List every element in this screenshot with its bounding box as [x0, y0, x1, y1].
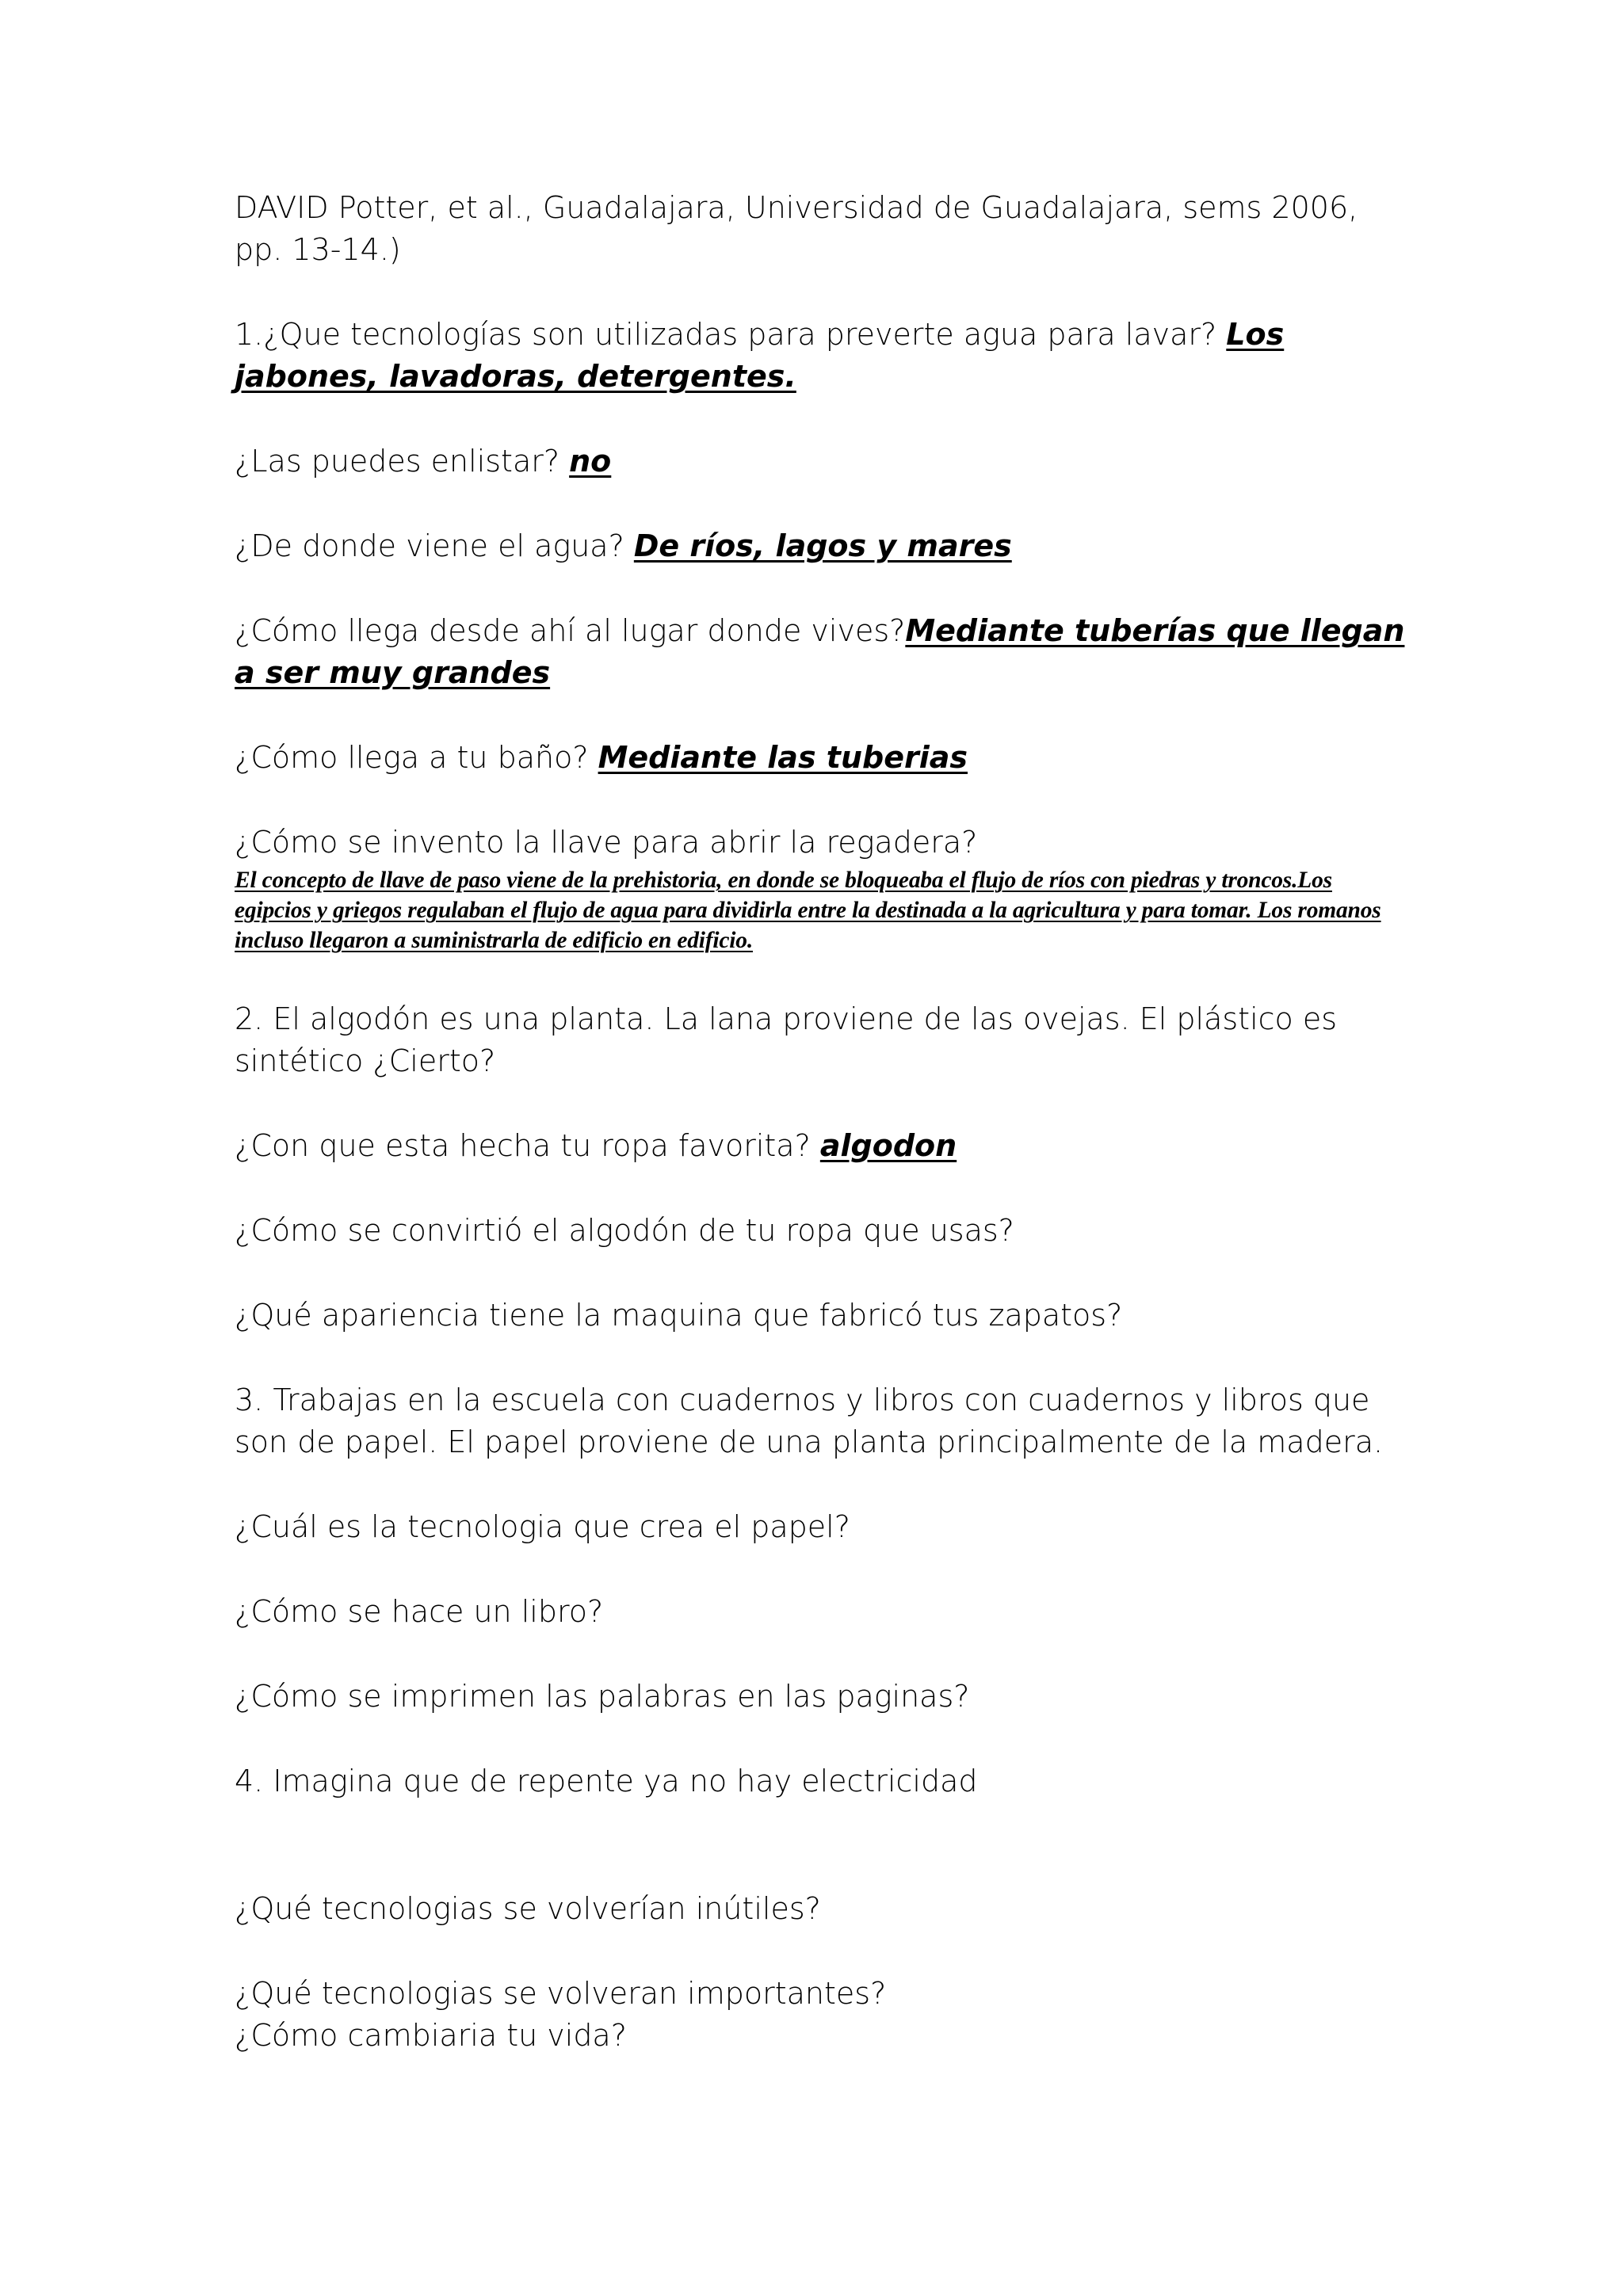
- question-shoe-machine: [235, 1295, 1407, 1337]
- question-text: ¿Con que esta hecha tu ropa favorita?: [235, 1128, 811, 1163]
- question-text: ¿Qué tecnologias se volveran importantes?: [235, 1976, 887, 2011]
- question-favorite-clothes: [235, 1125, 1407, 1167]
- question-list: [235, 441, 1407, 482]
- question-4: [235, 1760, 1407, 1802]
- question-shower-valve: [235, 822, 1407, 955]
- question-text: ¿Cómo llega desde ahí al lugar donde vives?: [235, 613, 906, 648]
- question-book: [235, 1591, 1407, 1633]
- answer-text: Mediante tuberías que llegan a ser muy grandes: [235, 613, 1405, 690]
- question-text: 2. El algodón es una planta. La lana proviene de las ovejas. El plástico es sintético ¿Cierto?: [235, 1001, 1338, 1078]
- question-2: [235, 998, 1407, 1082]
- question-cotton: [235, 1210, 1407, 1252]
- question-bathroom: [235, 737, 1407, 779]
- question-text: ¿Las puedes enlistar?: [235, 444, 560, 479]
- question-water-source: [235, 525, 1407, 567]
- answer-text: Los jabones, lavadoras, detergentes.: [235, 317, 1285, 394]
- citation: DAVID Potter, et al., Guadalajara, Universidad de Guadalajara, sems 2006, pp. 13-14.): [235, 190, 1358, 267]
- question-text: 1.¿Que tecnologías son utilizadas para preverte agua para lavar?: [235, 317, 1217, 352]
- question-water-route: [235, 610, 1407, 694]
- question-text: ¿Qué apariencia tiene la maquina que fabricó tus zapatos?: [235, 1298, 1123, 1333]
- answer-text: De ríos, lagos y mares: [633, 528, 1012, 563]
- question-text: ¿De donde viene el agua?: [235, 528, 624, 563]
- question-text: ¿Cómo se convirtió el algodón de tu ropa que usas?: [235, 1213, 1014, 1248]
- question-text: ¿Cuál es la tecnologia que crea el papel?: [235, 1509, 850, 1544]
- answer-text: El concepto de llave de paso viene de la prehistoria, en donde se bloqueaba el flujo de ríos con piedras y troncos.Los egipcios y griegos regulaban el flujo de agua para dividirla entre la destinada a la agricultura y para tomar. Los romanos incluso llegaron a suministrarla de edificio en edificio.: [235, 868, 1381, 953]
- question-text: 3. Trabajas en la escuela con cuadernos y libros con cuadernos y libros que son de papel. El papel proviene de una planta principalmente de la madera.: [235, 1383, 1384, 1459]
- question-paper-tech: [235, 1506, 1407, 1548]
- document-body: [235, 187, 1407, 2100]
- question-text: ¿Cómo se imprimen las palabras en las paginas?: [235, 1679, 970, 1714]
- answer-text: no: [569, 444, 612, 479]
- question-text: 4. Imagina que de repente ya no hay electricidad: [235, 1764, 978, 1798]
- question-1: [235, 314, 1407, 398]
- question-text: ¿Cómo cambiaria tu vida?: [235, 2018, 627, 2053]
- question-text: ¿Cómo llega a tu baño?: [235, 740, 589, 775]
- question-useless-tech: [235, 1888, 1407, 1930]
- question-text: ¿Qué tecnologias se volverían inútiles?: [235, 1891, 821, 1926]
- question-3: [235, 1379, 1407, 1463]
- answer-text: Mediante las tuberias: [598, 740, 968, 775]
- question-life-change: [235, 2015, 1407, 2057]
- question-printing: [235, 1676, 1407, 1718]
- question-text: ¿Cómo se invento la llave para abrir la regadera?: [235, 825, 978, 860]
- question-important-tech: [235, 1973, 1407, 2015]
- question-text: ¿Cómo se hace un libro?: [235, 1594, 604, 1629]
- answer-text: algodon: [819, 1128, 957, 1163]
